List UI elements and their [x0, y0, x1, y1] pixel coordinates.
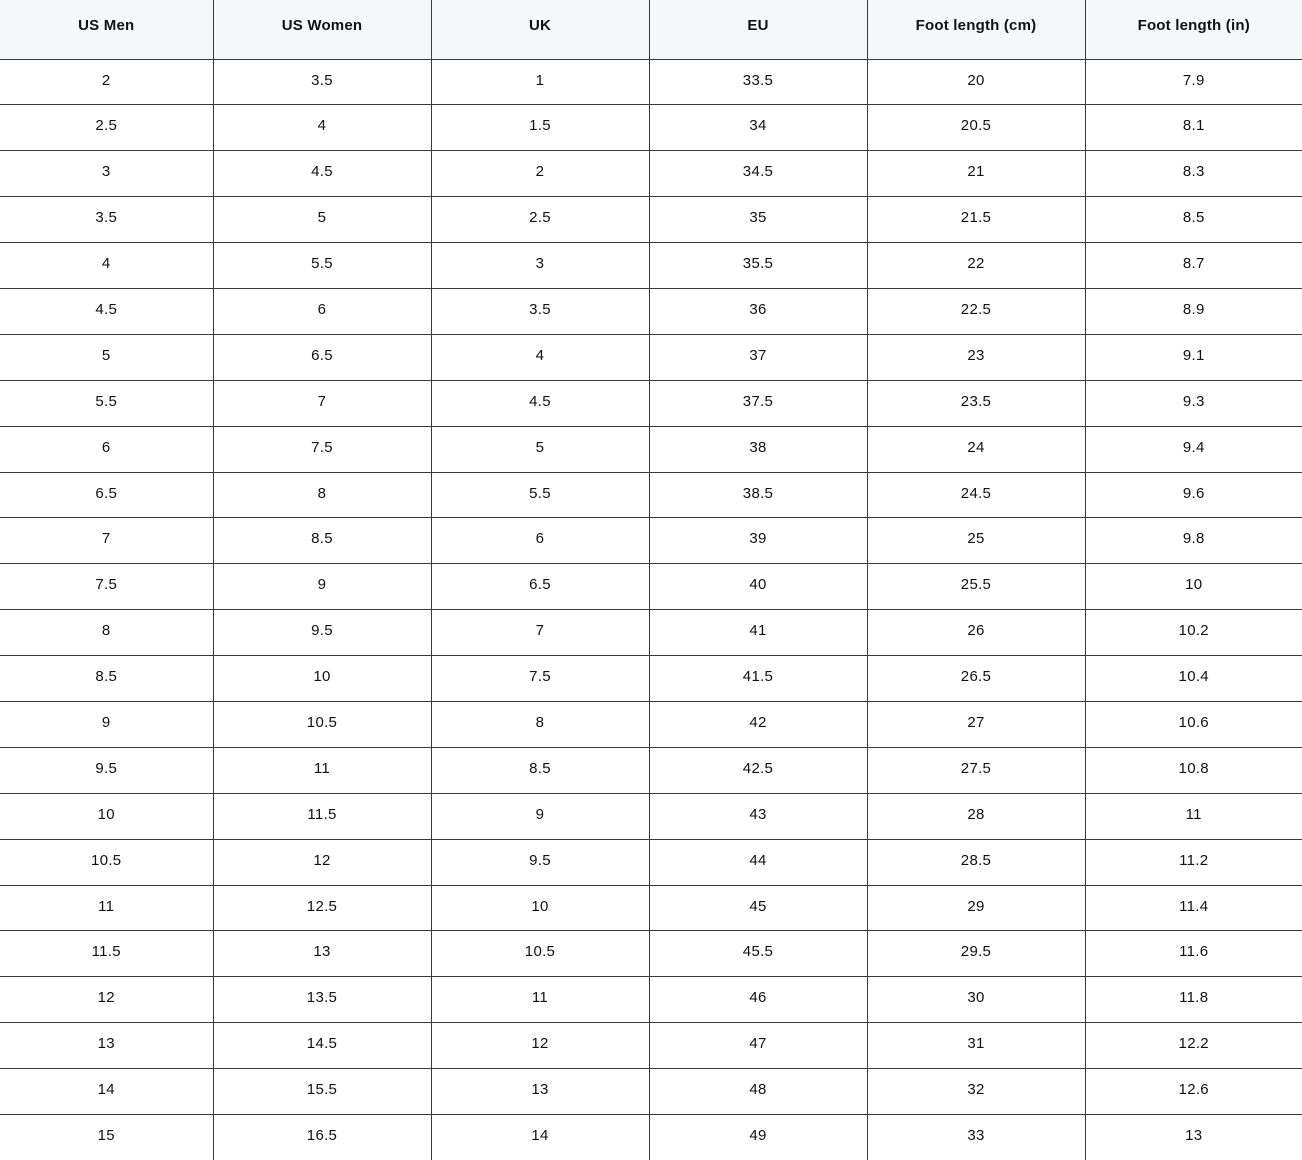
- cell-eu: 37.5: [649, 380, 867, 426]
- cell-eu: 49: [649, 1114, 867, 1160]
- cell-uk: 9.5: [431, 839, 649, 885]
- cell-us-women: 14.5: [213, 1023, 431, 1069]
- cell-foot-length-in: 9.3: [1085, 380, 1302, 426]
- cell-eu: 46: [649, 977, 867, 1023]
- table-row: [0, 1114, 1302, 1160]
- cell-foot-length-cm: 20: [867, 59, 1085, 105]
- cell-us-women: 6: [213, 288, 431, 334]
- table-row: [0, 197, 1302, 243]
- cell-uk: 14: [431, 1114, 649, 1160]
- table-row: [0, 610, 1302, 656]
- cell-us-men: 5.5: [0, 380, 213, 426]
- cell-foot-length-in: 11.8: [1085, 977, 1302, 1023]
- cell-us-men: 6: [0, 426, 213, 472]
- cell-us-men: 3.5: [0, 197, 213, 243]
- cell-foot-length-cm: 21: [867, 151, 1085, 197]
- cell-foot-length-in: 10.2: [1085, 610, 1302, 656]
- table-row: [0, 151, 1302, 197]
- cell-foot-length-cm: 27: [867, 701, 1085, 747]
- table-row: [0, 334, 1302, 380]
- cell-foot-length-in: 8.1: [1085, 105, 1302, 151]
- cell-foot-length-cm: 25: [867, 518, 1085, 564]
- cell-us-men: 9.5: [0, 747, 213, 793]
- cell-uk: 7: [431, 610, 649, 656]
- cell-foot-length-cm: 29.5: [867, 931, 1085, 977]
- cell-eu: 42: [649, 701, 867, 747]
- cell-us-women: 6.5: [213, 334, 431, 380]
- table-header: [0, 0, 1302, 59]
- cell-foot-length-in: 8.9: [1085, 288, 1302, 334]
- cell-us-women: 4.5: [213, 151, 431, 197]
- cell-foot-length-cm: 24: [867, 426, 1085, 472]
- table-row: [0, 288, 1302, 334]
- cell-foot-length-in: 9.1: [1085, 334, 1302, 380]
- cell-eu: 34: [649, 105, 867, 151]
- table-row: [0, 839, 1302, 885]
- table-row: [0, 472, 1302, 518]
- cell-foot-length-cm: 25.5: [867, 564, 1085, 610]
- cell-eu: 45: [649, 885, 867, 931]
- cell-eu: 47: [649, 1023, 867, 1069]
- cell-foot-length-cm: 31: [867, 1023, 1085, 1069]
- cell-foot-length-cm: 28: [867, 793, 1085, 839]
- cell-us-women: 13.5: [213, 977, 431, 1023]
- cell-foot-length-cm: 28.5: [867, 839, 1085, 885]
- table-body: [0, 59, 1302, 1160]
- cell-us-women: 8.5: [213, 518, 431, 564]
- cell-foot-length-cm: 24.5: [867, 472, 1085, 518]
- cell-us-women: 4: [213, 105, 431, 151]
- cell-uk: 11: [431, 977, 649, 1023]
- cell-foot-length-cm: 33: [867, 1114, 1085, 1160]
- cell-us-men: 11.5: [0, 931, 213, 977]
- table-row: [0, 793, 1302, 839]
- cell-uk: 3.5: [431, 288, 649, 334]
- cell-eu: 41: [649, 610, 867, 656]
- cell-foot-length-cm: 22: [867, 243, 1085, 289]
- header-us-men: US Men: [0, 0, 213, 59]
- cell-us-men: 2: [0, 59, 213, 105]
- cell-us-men: 8: [0, 610, 213, 656]
- cell-foot-length-cm: 29: [867, 885, 1085, 931]
- cell-foot-length-in: 8.7: [1085, 243, 1302, 289]
- cell-foot-length-cm: 26: [867, 610, 1085, 656]
- cell-foot-length-in: 13: [1085, 1114, 1302, 1160]
- table-row: [0, 656, 1302, 702]
- cell-uk: 6: [431, 518, 649, 564]
- cell-foot-length-cm: 21.5: [867, 197, 1085, 243]
- cell-uk: 8: [431, 701, 649, 747]
- cell-uk: 10.5: [431, 931, 649, 977]
- header-foot-length-in: Foot length (in): [1085, 0, 1302, 59]
- table-row: [0, 518, 1302, 564]
- cell-foot-length-in: 9.6: [1085, 472, 1302, 518]
- cell-us-women: 7.5: [213, 426, 431, 472]
- cell-eu: 45.5: [649, 931, 867, 977]
- header-eu: EU: [649, 0, 867, 59]
- cell-uk: 8.5: [431, 747, 649, 793]
- header-us-women: US Women: [213, 0, 431, 59]
- cell-us-men: 12: [0, 977, 213, 1023]
- cell-us-women: 15.5: [213, 1069, 431, 1115]
- cell-foot-length-in: 9.4: [1085, 426, 1302, 472]
- cell-us-men: 2.5: [0, 105, 213, 151]
- cell-us-women: 10.5: [213, 701, 431, 747]
- cell-eu: 44: [649, 839, 867, 885]
- table-row: [0, 105, 1302, 151]
- header-foot-length-cm: Foot length (cm): [867, 0, 1085, 59]
- cell-eu: 35.5: [649, 243, 867, 289]
- table-row: [0, 426, 1302, 472]
- cell-uk: 5: [431, 426, 649, 472]
- table-row: [0, 1023, 1302, 1069]
- table-row: [0, 1069, 1302, 1115]
- cell-us-men: 9: [0, 701, 213, 747]
- cell-eu: 41.5: [649, 656, 867, 702]
- cell-us-women: 16.5: [213, 1114, 431, 1160]
- cell-eu: 35: [649, 197, 867, 243]
- cell-uk: 3: [431, 243, 649, 289]
- cell-us-women: 7: [213, 380, 431, 426]
- cell-us-women: 13: [213, 931, 431, 977]
- cell-us-women: 3.5: [213, 59, 431, 105]
- header-uk: UK: [431, 0, 649, 59]
- cell-foot-length-in: 9.8: [1085, 518, 1302, 564]
- cell-eu: 38: [649, 426, 867, 472]
- cell-foot-length-in: 10: [1085, 564, 1302, 610]
- table-row: [0, 59, 1302, 105]
- cell-foot-length-cm: 30: [867, 977, 1085, 1023]
- cell-foot-length-cm: 23: [867, 334, 1085, 380]
- cell-foot-length-in: 10.6: [1085, 701, 1302, 747]
- cell-us-women: 10: [213, 656, 431, 702]
- cell-eu: 36: [649, 288, 867, 334]
- cell-us-men: 14: [0, 1069, 213, 1115]
- cell-foot-length-in: 12.6: [1085, 1069, 1302, 1115]
- cell-foot-length-in: 8.5: [1085, 197, 1302, 243]
- cell-foot-length-cm: 23.5: [867, 380, 1085, 426]
- cell-foot-length-cm: 32: [867, 1069, 1085, 1115]
- cell-uk: 9: [431, 793, 649, 839]
- table-row: [0, 564, 1302, 610]
- cell-uk: 4.5: [431, 380, 649, 426]
- table-row: [0, 243, 1302, 289]
- cell-us-women: 12.5: [213, 885, 431, 931]
- cell-us-women: 11.5: [213, 793, 431, 839]
- cell-us-women: 11: [213, 747, 431, 793]
- cell-eu: 34.5: [649, 151, 867, 197]
- cell-uk: 4: [431, 334, 649, 380]
- cell-foot-length-cm: 27.5: [867, 747, 1085, 793]
- cell-uk: 2.5: [431, 197, 649, 243]
- cell-us-men: 11: [0, 885, 213, 931]
- table-row: [0, 931, 1302, 977]
- cell-us-men: 15: [97, 1126, 115, 1144]
- cell-eu: 39: [649, 518, 867, 564]
- cell-eu: 40: [649, 564, 867, 610]
- cell-us-men: 10.5: [0, 839, 213, 885]
- cell-foot-length-cm: 20.5: [867, 105, 1085, 151]
- cell-foot-length-in: 8.3: [1085, 151, 1302, 197]
- cell-us-men: 3: [0, 151, 213, 197]
- cell-us-women: 9: [213, 564, 431, 610]
- cell-uk: 2: [431, 151, 649, 197]
- table-row: [0, 701, 1302, 747]
- cell-foot-length-cm: 26.5: [867, 656, 1085, 702]
- cell-us-men: 4: [0, 243, 213, 289]
- cell-uk: 5.5: [431, 472, 649, 518]
- cell-us-women: 12: [213, 839, 431, 885]
- table-row: [0, 977, 1302, 1023]
- cell-us-men: 4.5: [0, 288, 213, 334]
- cell-us-men: 13: [0, 1023, 213, 1069]
- cell-eu: 38.5: [649, 472, 867, 518]
- cell-foot-length-in: 11: [1085, 793, 1302, 839]
- cell-uk: 1.5: [431, 105, 649, 151]
- cell-us-men: 7: [0, 518, 213, 564]
- cell-uk: 12: [431, 1023, 649, 1069]
- cell-foot-length-in: 11.4: [1085, 885, 1302, 931]
- cell-foot-length-in: 7.9: [1085, 59, 1302, 105]
- table-row: [0, 747, 1302, 793]
- cell-uk: 10: [431, 885, 649, 931]
- cell-eu: 33.5: [649, 59, 867, 105]
- cell-us-women: 9.5: [213, 610, 431, 656]
- cell-us-women: 5.5: [213, 243, 431, 289]
- cell-eu: 48: [649, 1069, 867, 1115]
- table-row: [0, 885, 1302, 931]
- cell-us-men: 7.5: [0, 564, 213, 610]
- cell-us-men: 8.5: [0, 656, 213, 702]
- cell-us-men: 6.5: [0, 472, 213, 518]
- cell-foot-length-in: 10.4: [1085, 656, 1302, 702]
- cell-uk: 6.5: [431, 564, 649, 610]
- cell-foot-length-in: 10.8: [1085, 747, 1302, 793]
- cell-foot-length-in: 11.2: [1085, 839, 1302, 885]
- cell-uk: 1: [431, 59, 649, 105]
- cell-eu: 43: [649, 793, 867, 839]
- cell-us-men: 10: [0, 793, 213, 839]
- cell-us-women: 8: [213, 472, 431, 518]
- cell-eu: 42.5: [649, 747, 867, 793]
- table-row: [0, 380, 1302, 426]
- cell-uk: 7.5: [431, 656, 649, 702]
- header-row: [0, 0, 1302, 59]
- cell-uk: 13: [431, 1069, 649, 1115]
- cell-us-women: 5: [213, 197, 431, 243]
- cell-us-men: 5: [0, 334, 213, 380]
- cell-eu: 37: [649, 334, 867, 380]
- cell-foot-length-in: 11.6: [1085, 931, 1302, 977]
- cell-foot-length-cm: 22.5: [867, 288, 1085, 334]
- cell-foot-length-in: 12.2: [1085, 1023, 1302, 1069]
